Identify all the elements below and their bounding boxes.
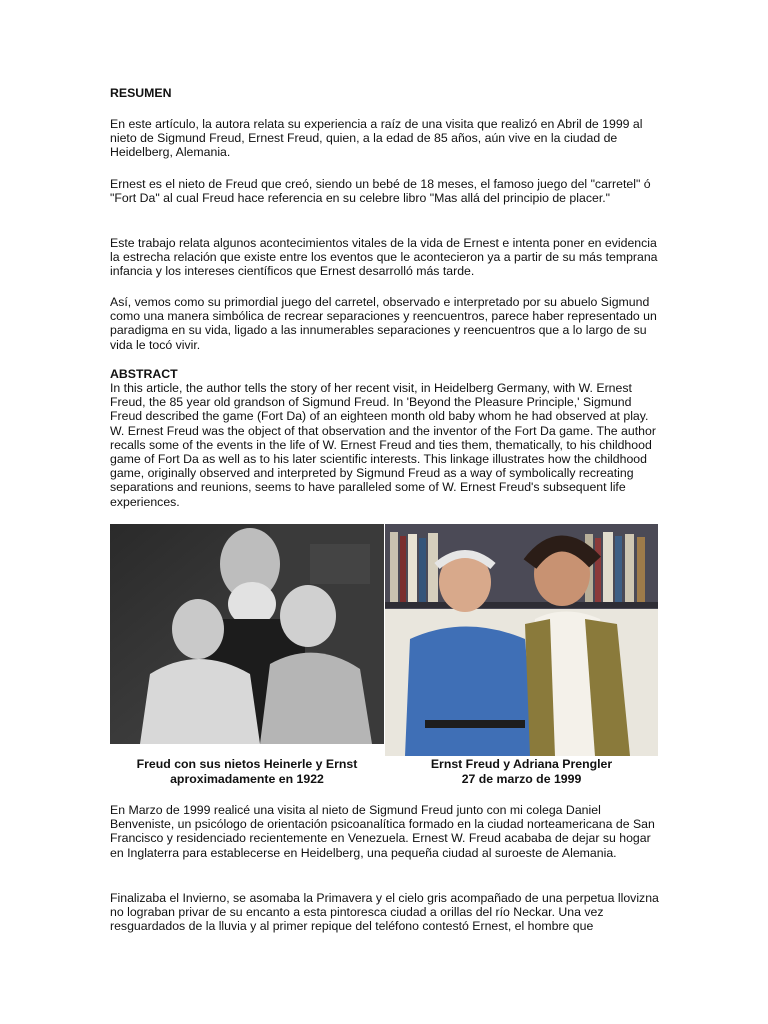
abstract-heading: ABSTRACT [110,367,178,381]
photo-freud-grandchildren [110,524,384,744]
resumen-paragraph-1: En este artículo, la autora relata su experiencia a raíz de una visita que realizó en Abril de 1999 al nieto de Sigmund Freud, Ernest Freud, quien, a la edad de 85 años, aún vive en la ciudad de Heidelberg, Alemania. [110,117,643,160]
photo-ernst-adriana [385,524,658,756]
caption-right [385,757,658,786]
resumen-heading: RESUMEN [110,86,172,100]
caption-left-line-2: aproximadamente en 1922 [170,771,324,786]
resumen-paragraph-3: Este trabajo relata algunos acontecimientos vitales de la vida de Ernest e intenta poner en evidencia la estrecha relación que existe entre los eventos que le acontecieron ya a partir de su más temprana infancia y los intereses científicos que Ernest desarrolló más tarde. [110,236,658,279]
resumen-paragraph-2: Ernest es el nieto de Freud que creó, siendo un bebé de 18 meses, el famoso juego del "carretel" ó "Fort Da" al cual Freud hace referencia en su celebre libro "Mas allá del principio de placer." [110,177,651,206]
abstract-text: In this article, the author tells the story of her recent visit, in Heidelberg Germany, with W. Ernest Freud, the 85 year old grandson of Sigmund Freud. In 'Beyond the Pleasure Principle,' Sigmund Freud described the game (Fort Da) of an eighteen month old baby whom he had observed at play. W. Ernest Freud was the object of that observation and the inventor of the Fort Da game. The author recalls some of the events in the life of W. Ernest Freud and ties them, thematically, to his childhood game of Fort Da as well as to his later scientific interests. This linkage illustrates how the childhood game, originally observed and interpreted by Sigmund Freud as a way of symbolically recreating separations and reunions, seems to have paralleled some of W. Ernest Freud's subsequent life experiences. [110,381,656,509]
caption-left [110,757,384,786]
caption-right-line-1: Ernst Freud y Adriana Prengler [430,757,613,771]
body-paragraph-2: Finalizaba el Invierno, se asomaba la Primavera y el cielo gris acompañado de una perpetua llovizna no lograban privar de su encanto a esta pintoresca ciudad a orillas del río Neckar. Una vez resguardados de la lluvia y al primer repique del teléfono contestó Ernest, el hombre que [110,891,659,934]
caption-right-line-2: 27 de marzo de 1999 [461,771,582,786]
resumen-paragraph-4: Así, vemos como su primordial juego del carretel, observado e interpretado por su abuelo Sigmund como una manera simbólica de recrear separaciones y reencuentros, parece haber representado un paradigma en su vida, ligado a las innumerables separaciones y reencuentros que a lo largo de su vida le tocó vivir. [110,295,657,352]
caption-left-line-1: Freud con sus nietos Heinerle y Ernst [136,757,358,771]
body-paragraph-1: En Marzo de 1999 realicé una visita al nieto de Sigmund Freud junto con mi colega Daniel Benveniste, un psicólogo de orientación psicoanalítica formado en la ciudad norteamericana de San Francisco y residenciado recientemente en Venezuela. Ernest W. Freud acababa de dejar su hogar en Inglaterra para establecerse en Heidelberg, una pequeña ciudad al suroeste de Alemania. [110,803,655,860]
